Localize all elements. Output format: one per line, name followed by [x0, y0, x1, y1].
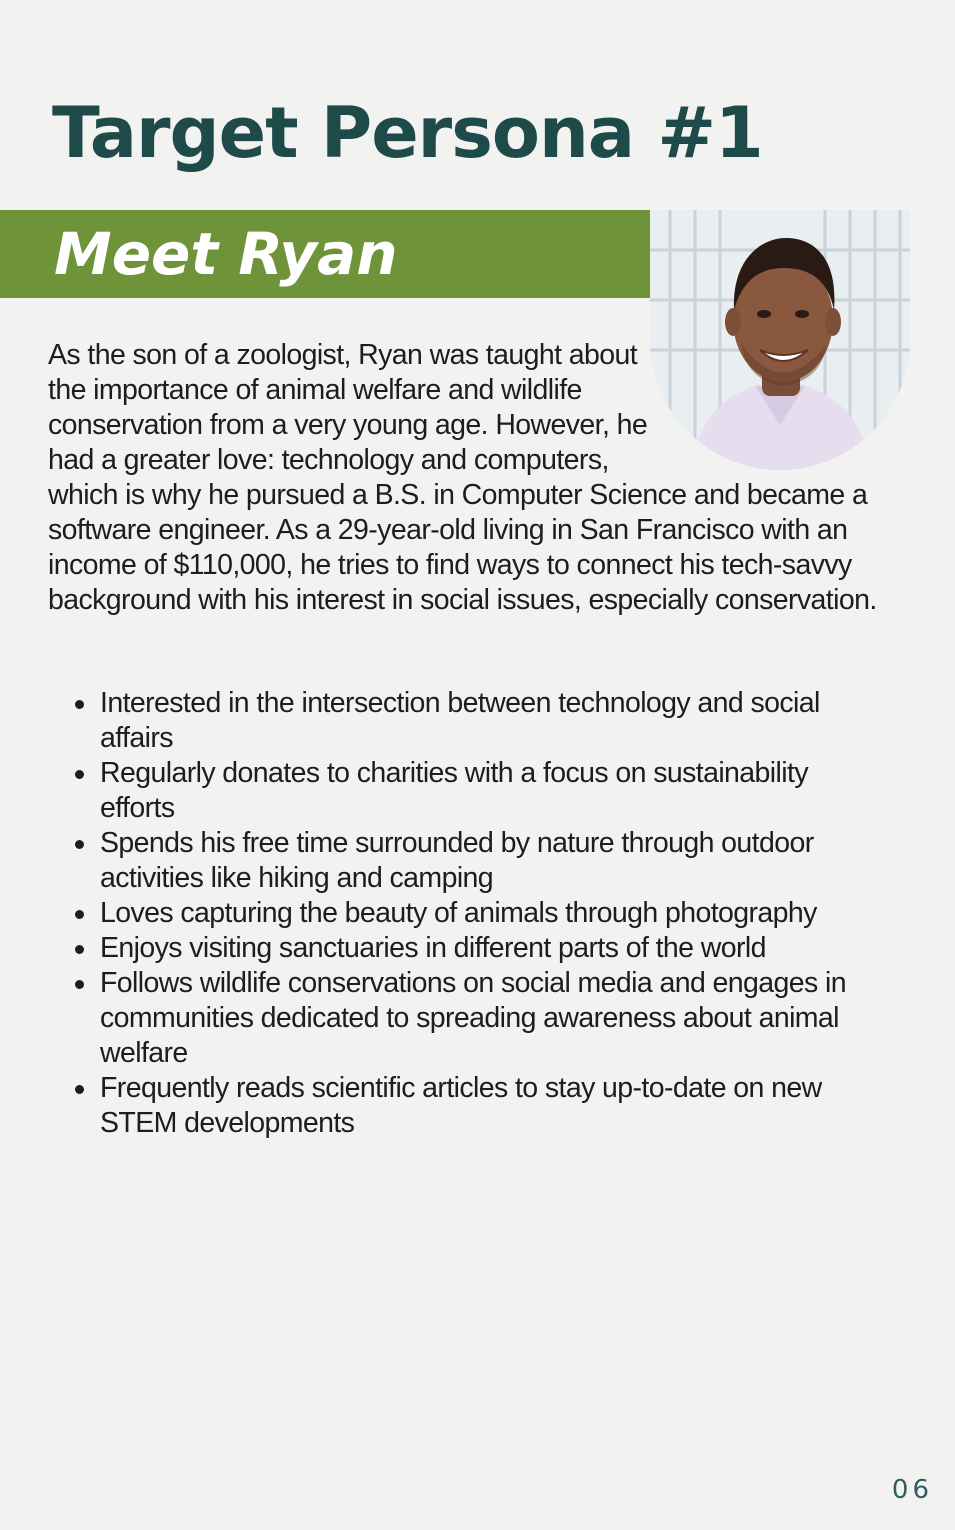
bullet-icon [75, 840, 84, 849]
list-item-text: Spends his free time surrounded by nature through outdoor activities like hiking and camping [100, 827, 814, 894]
list-item-text: Regularly donates to charities with a focus on sustainability efforts [100, 757, 808, 824]
persona-traits-list [70, 686, 860, 1141]
list-item [70, 1071, 860, 1141]
intro-text: As the son of a zoologist, Ryan was taught about the importance of animal welfare and wildlife conservation from a very young age. However, he had a greater love: technology and computers, which is why he pursued a B.S. in Computer Science and became a software engineer. As a 29-year-old living in San Francisco with an income of $110,000, he tries to find ways to connect his tech-savvy background with his interest in social issues, especially conservation. [48, 339, 877, 616]
bullet-icon [75, 945, 84, 954]
list-item [70, 826, 860, 896]
bullet-icon [75, 910, 84, 919]
bullet-icon [75, 1085, 84, 1094]
banner-heading: Meet Ryan [54, 220, 398, 288]
list-item [70, 931, 860, 966]
page-number: 06 [891, 1475, 933, 1505]
name-banner [0, 210, 650, 298]
list-item [70, 756, 860, 826]
list-item-text: Frequently reads scientific articles to stay up-to-date on new STEM developments [100, 1072, 822, 1139]
bullet-icon [75, 770, 84, 779]
list-item [70, 686, 860, 756]
list-item-text: Interested in the intersection between technology and social affairs [100, 687, 820, 754]
bullet-icon [75, 700, 84, 709]
persona-intro [48, 338, 878, 618]
list-item-text: Loves capturing the beauty of animals through photography [100, 897, 817, 929]
page-title: Target Persona #1 [52, 92, 763, 174]
list-item [70, 896, 860, 931]
photo-wrap-spacer [648, 338, 878, 470]
list-item [70, 966, 860, 1071]
list-item-text: Enjoys visiting sanctuaries in different parts of the world [100, 932, 766, 964]
list-item-text: Follows wildlife conservations on social media and engages in communities dedicated to spreading awareness about animal welfare [100, 967, 846, 1069]
bullet-icon [75, 980, 84, 989]
